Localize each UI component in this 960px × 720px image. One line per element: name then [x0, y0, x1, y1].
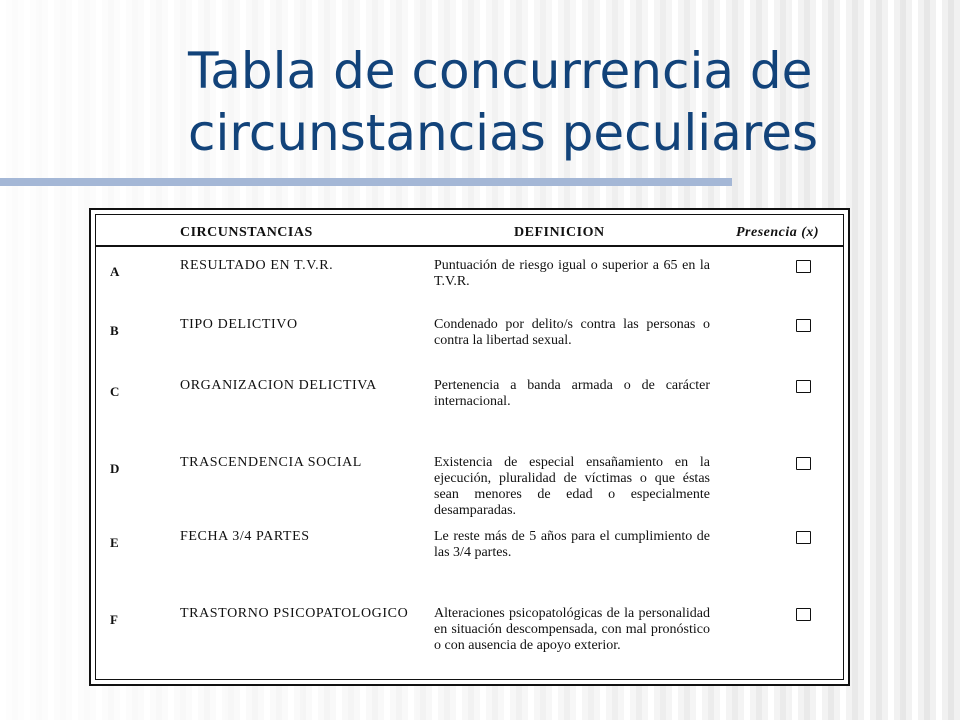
- row-definition: Pertenencia a banda armada o de carácter internacional.: [434, 378, 710, 409]
- row-definition: Puntuación de riesgo igual o superior a 65 en la T.V.R.: [434, 258, 710, 289]
- header-presence: Presencia (x): [736, 225, 820, 240]
- presence-checkbox[interactable]: [796, 319, 811, 332]
- presence-checkbox[interactable]: [796, 260, 811, 273]
- row-circumstance: TRASCENDENCIA SOCIAL: [180, 455, 362, 470]
- row-circumstance: ORGANIZACION DELICTIVA: [180, 378, 377, 393]
- header-divider: [96, 245, 843, 247]
- row-letter: B: [110, 323, 119, 338]
- title-line-2: circunstancias peculiares: [188, 104, 819, 162]
- slide-title: [188, 40, 928, 164]
- title-line-1: Tabla de concurrencia de: [188, 42, 813, 100]
- row-definition: Le reste más de 5 años para el cumplimiento de las 3/4 partes.: [434, 529, 710, 560]
- row-circumstance: TRASTORNO PSICOPATOLOGICO: [180, 606, 409, 621]
- row-definition: Existencia de especial ensañamiento en la ejecución, pluralidad de víctimas o que éstas sean menores de edad o especialmente desamparadas.: [434, 455, 710, 518]
- row-definition: Condenado por delito/s contra las personas o contra la libertad sexual.: [434, 317, 710, 348]
- presence-checkbox[interactable]: [796, 380, 811, 393]
- header-circumstances: CIRCUNSTANCIAS: [180, 225, 313, 240]
- presence-checkbox[interactable]: [796, 608, 811, 621]
- header-definition: DEFINICION: [514, 225, 605, 240]
- row-letter: D: [110, 461, 120, 476]
- presence-checkbox[interactable]: [796, 457, 811, 470]
- row-definition: Alteraciones psicopatológicas de la personalidad en situación descompensada, con mal pronóstico o con ausencia de apoyo exterior.: [434, 606, 710, 653]
- row-letter: C: [110, 384, 120, 399]
- scanned-table: [89, 208, 850, 686]
- row-letter: E: [110, 535, 119, 550]
- row-circumstance: RESULTADO EN T.V.R.: [180, 258, 334, 273]
- row-circumstance: TIPO DELICTIVO: [180, 317, 298, 332]
- row-letter: A: [110, 264, 120, 279]
- table-inner-frame: [95, 214, 844, 680]
- presence-checkbox[interactable]: [796, 531, 811, 544]
- title-underline-bar: [0, 178, 732, 186]
- row-letter: F: [110, 612, 118, 627]
- row-circumstance: FECHA 3/4 PARTES: [180, 529, 310, 544]
